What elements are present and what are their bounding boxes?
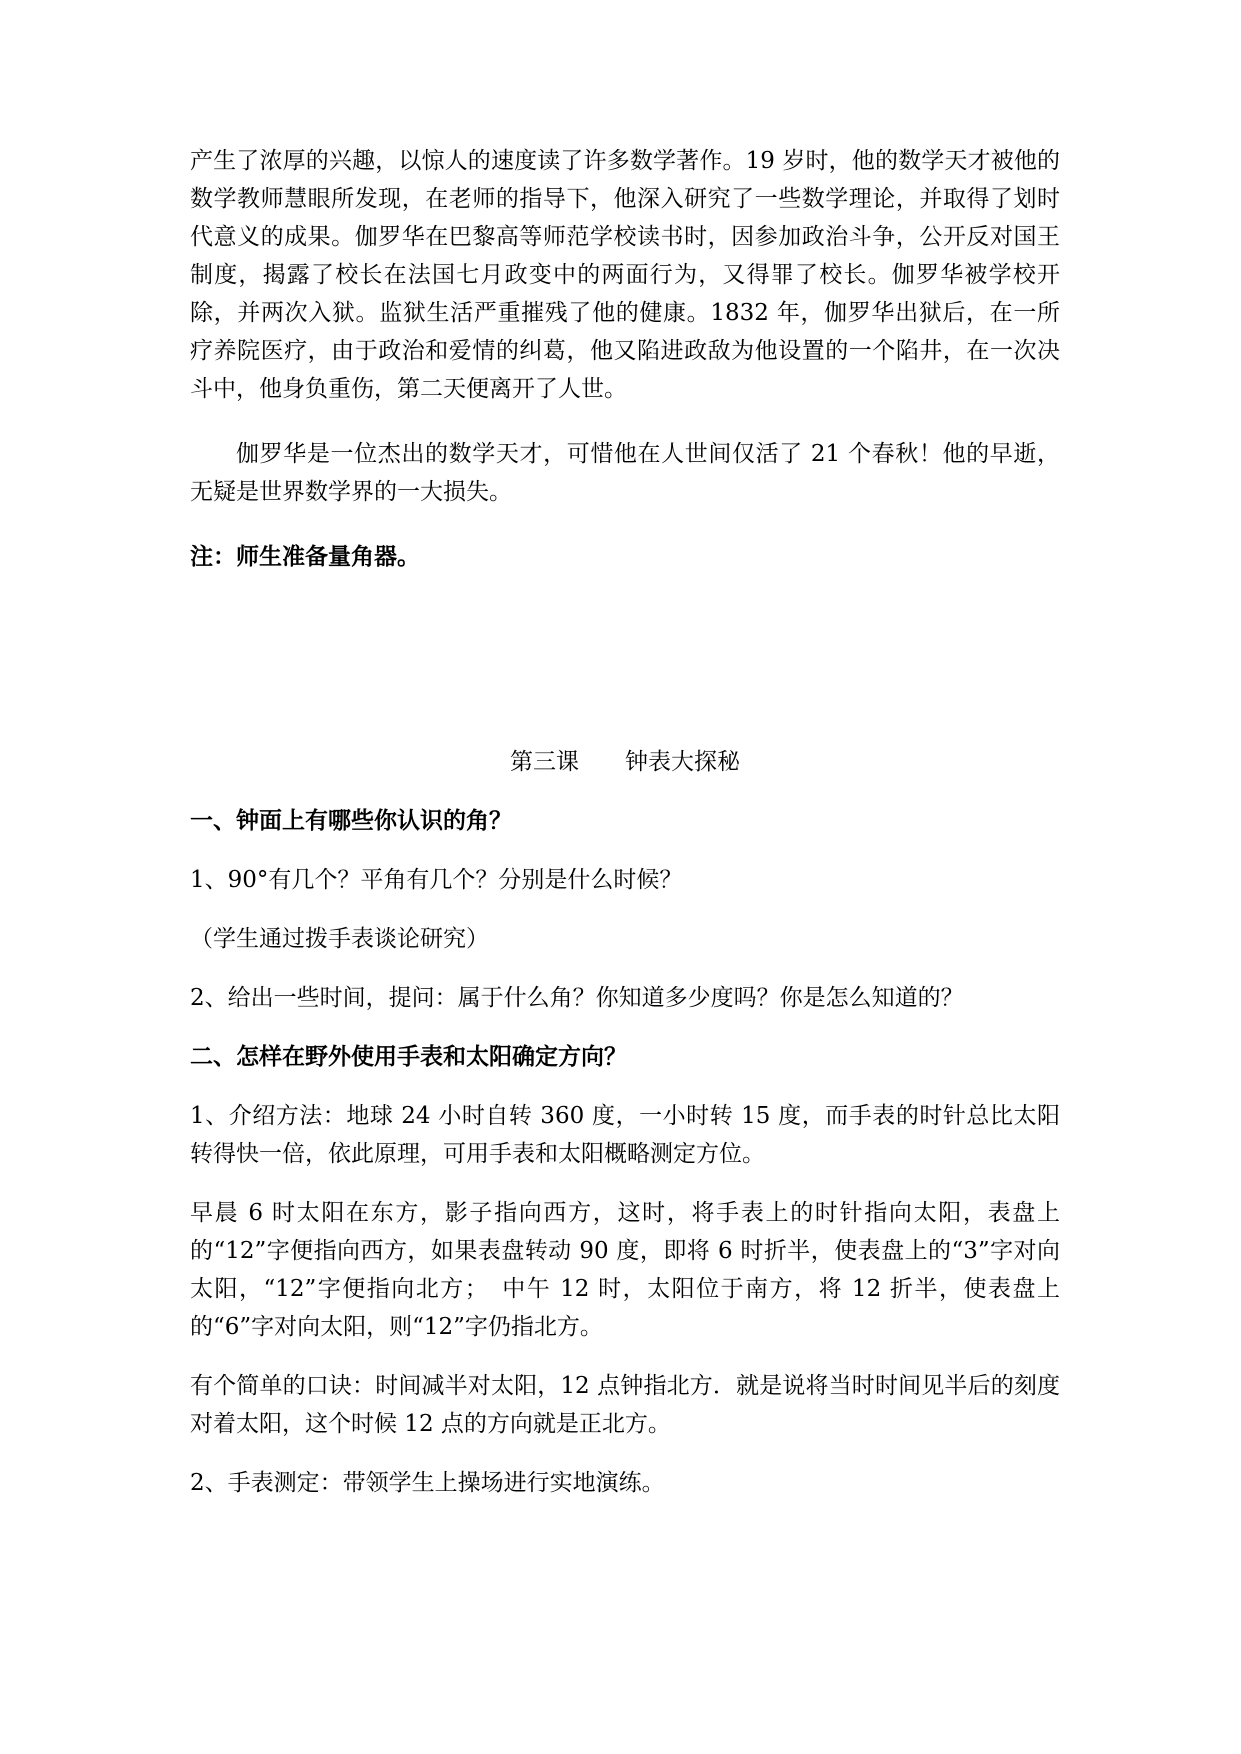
preparation-note: 注：师生准备量角器。: [190, 543, 420, 570]
section-2-item-1: 1、介绍方法：地球 24 小时自转 360 度，一小时转 15 度，而手表的时针总比太阳转得快一倍，依此原理，可用手表和太阳概略测定方位。: [190, 1103, 1060, 1167]
section-2-paragraph-1: 早晨 6 时太阳在东方，影子指向西方，这时，将手表上的时针指向太阳，表盘上的“12”字便指向西方，如果表盘转动 90 度，即将 6 时折半，使表盘上的“3”字对向太阳，“12”字便指向北方； 中午 12 时，太阳位于南方，将 12 折半，使表盘上的“6”字对向太阳，则“12”字仍指北方。: [190, 1200, 1060, 1340]
page-content: [190, 142, 1060, 1502]
section-1-item-1: 1、90°有几个？平角有几个？分别是什么时候？: [190, 867, 683, 893]
lesson-title: 第三课 钟表大探秘: [510, 749, 740, 775]
intro-paragraph-2: 伽罗华是一位杰出的数学天才，可惜他在人世间仅活了 21 个春秋！他的早逝，无疑是世界数学界的一大损失。: [190, 441, 1060, 505]
section-2-paragraph-2: 有个简单的口诀：时间减半对太阳，12 点钟指北方．就是说将当时时间见半后的刻度对着太阳，这个时候 12 点的方向就是正北方。: [190, 1373, 1060, 1437]
section-2-item-2: 2、手表测定：带领学生上操场进行实地演练。: [190, 1470, 665, 1496]
intro-paragraph-1: 产生了浓厚的兴趣，以惊人的速度读了许多数学著作。19 岁时，他的数学天才被他的数学教师慧眼所发现，在老师的指导下，他深入研究了一些数学理论，并取得了划时代意义的成果。伽罗华在巴黎高等师范学校读书时，因参加政治斗争，公开反对国王制度，揭露了校长在法国七月政变中的两面行为，又得罪了校长。伽罗华被学校开除，并两次入狱。监狱生活严重摧残了他的健康。1832 年，伽罗华出狱后，在一所疗养院医疗，由于政治和爱情的纠葛，他又陷进政敌为他设置的一个陷井，在一次决斗中，他身负重伤，第二天便离开了人世。: [190, 148, 1060, 402]
section-2-heading: 二、怎样在野外使用手表和太阳确定方向？: [190, 1043, 627, 1070]
section-1-item-2: 2、给出一些时间，提问：属于什么角？你知道多少度吗？你是怎么知道的？: [190, 985, 964, 1011]
section-1-heading: 一、钟面上有哪些你认识的角？: [190, 807, 512, 834]
section-1-remark: （学生通过拨手表谈论研究）: [190, 926, 489, 952]
